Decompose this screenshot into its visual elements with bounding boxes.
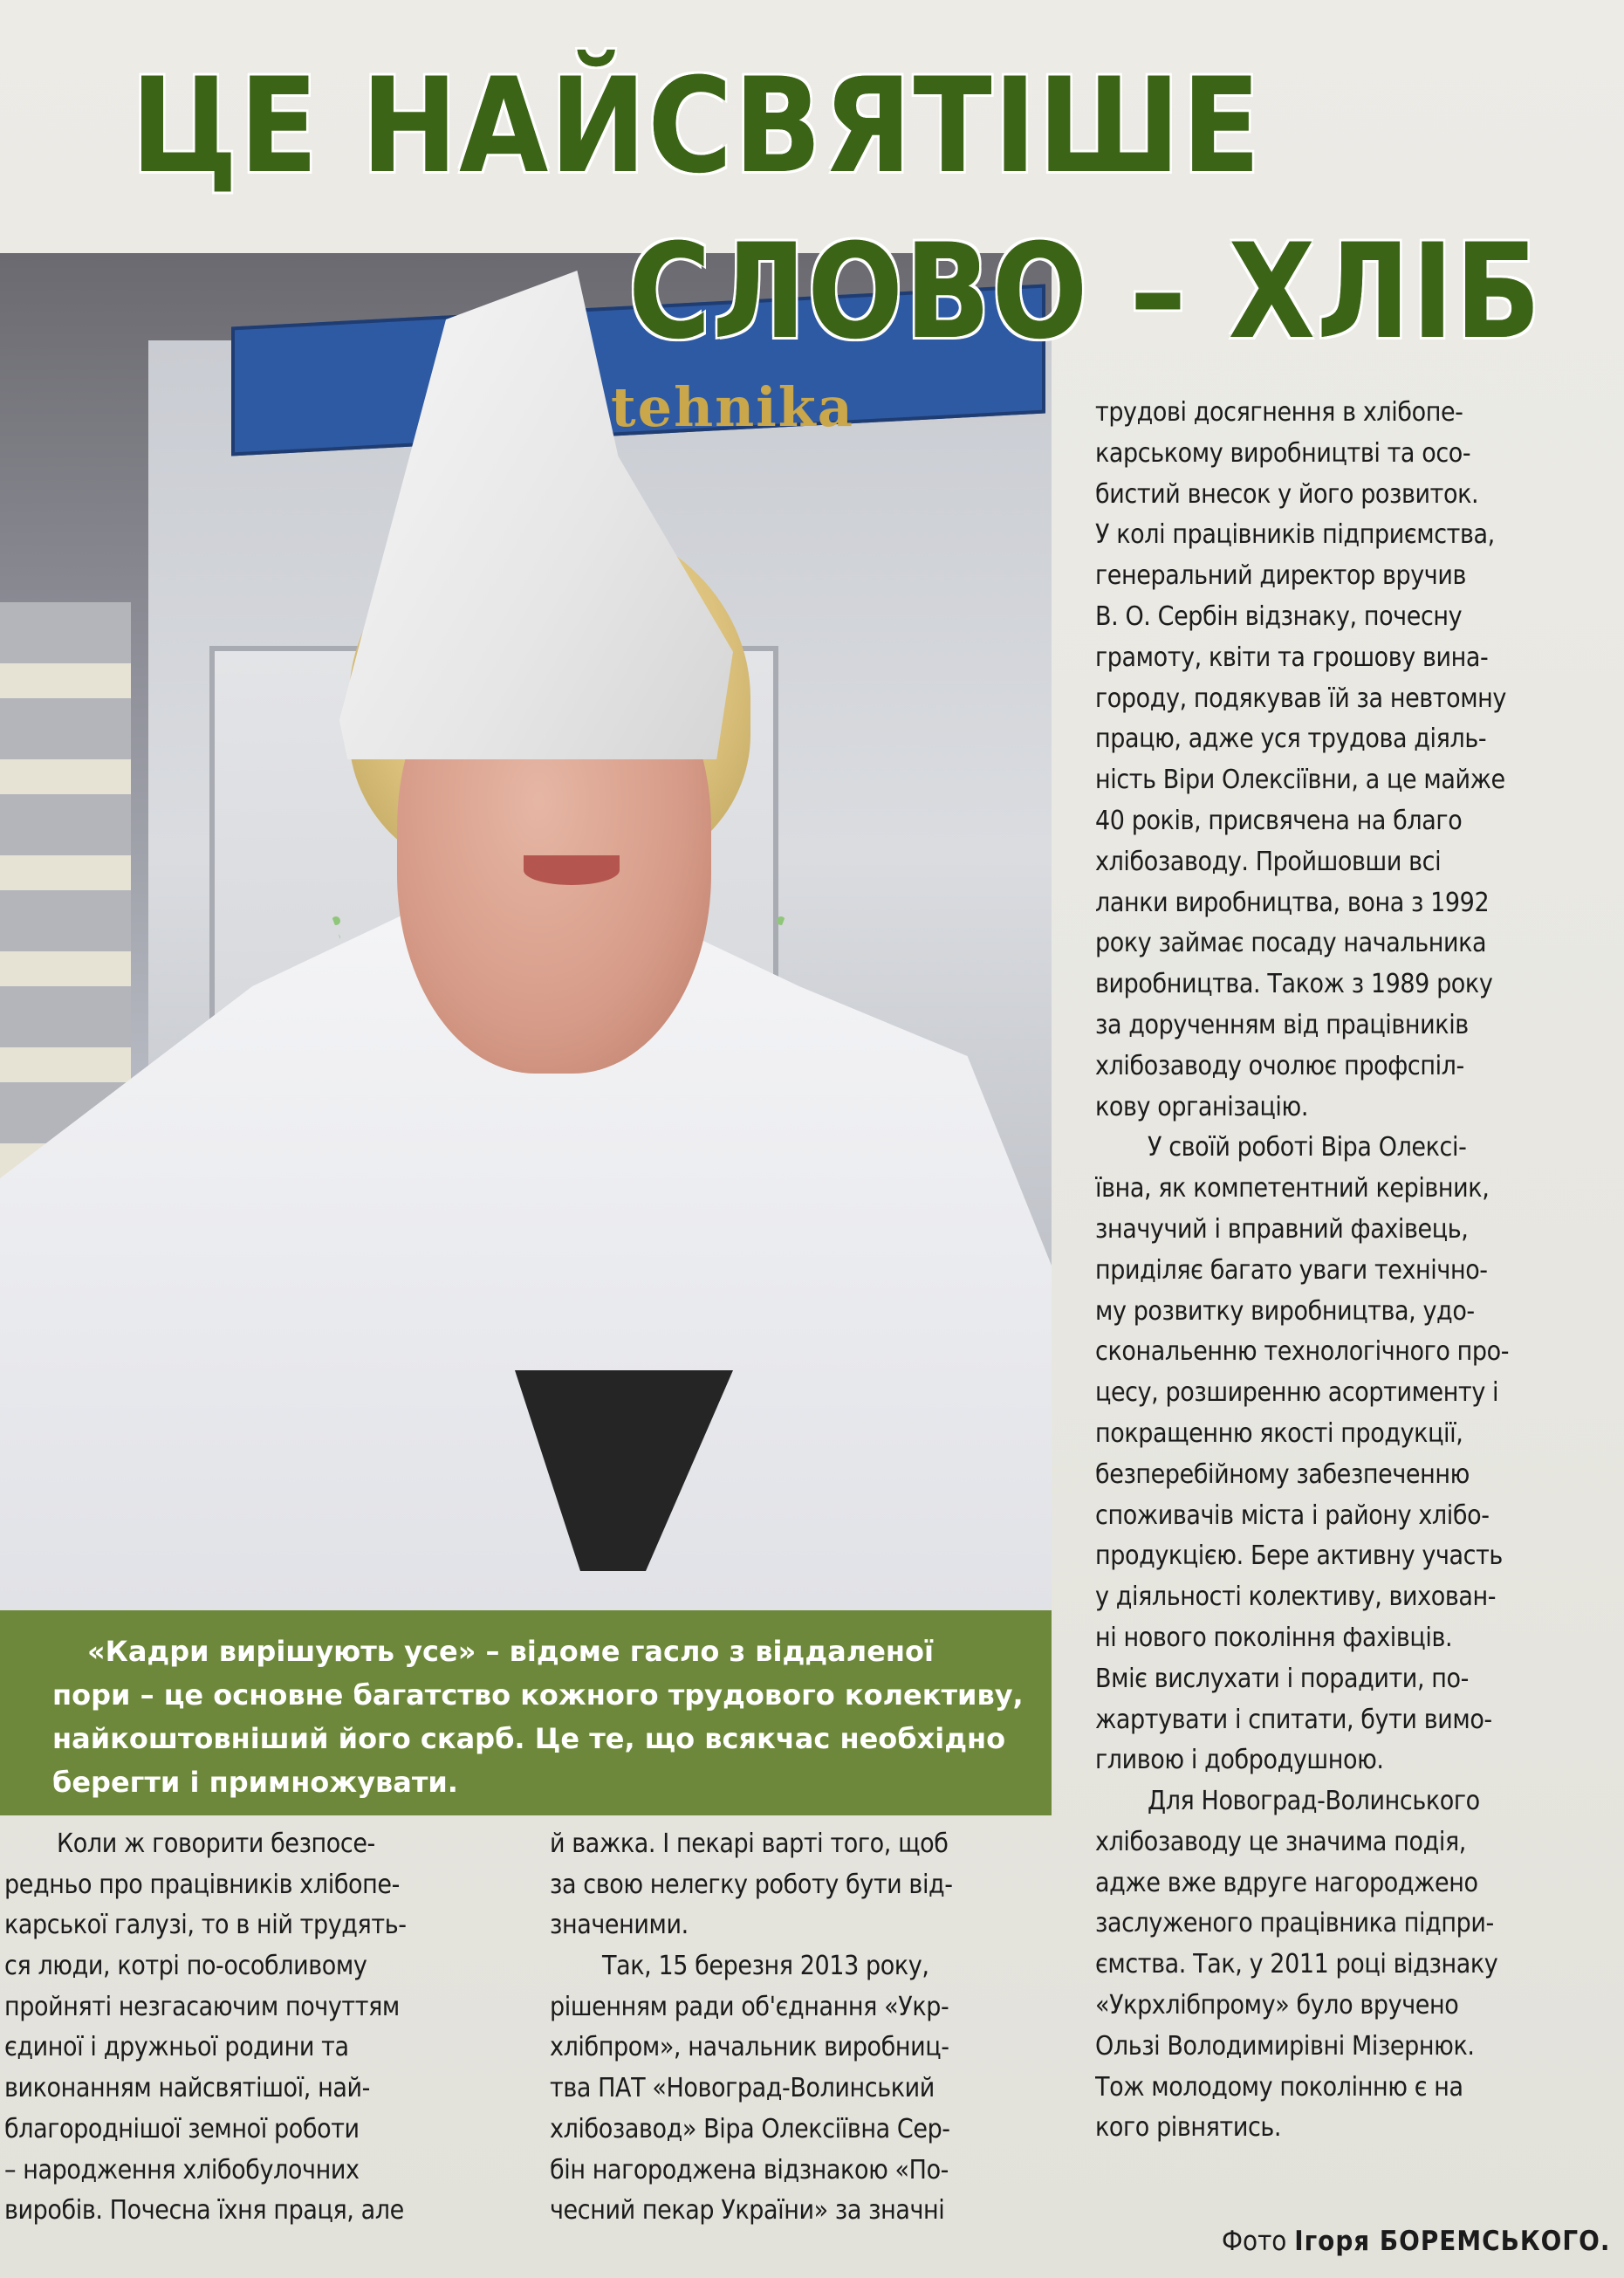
text-line: бін нагороджена відзнакою «По-	[550, 2154, 949, 2185]
text-line: «Укрхлібпрому» було вручено	[1095, 1990, 1459, 2021]
text-line: пройняті незгасаючим почуттям	[4, 1991, 400, 2022]
text-line: значеними.	[550, 1910, 689, 1941]
text-line: приділяє багато уваги технічно-	[1095, 1254, 1488, 1286]
text-line: У своїй роботі Віра Олексі-	[1148, 1132, 1467, 1163]
text-line: хлібозаводу очолює профспіл-	[1095, 1050, 1464, 1081]
text-line: хлібозаводу це значима подія,	[1095, 1826, 1466, 1857]
text-line: У колі працівників підприємства,	[1095, 519, 1495, 551]
article-column-right	[1095, 393, 1619, 2149]
text-line: Вміє вислухати і порадити, по-	[1095, 1663, 1469, 1694]
text-line: редньо про працівників хлібопе-	[4, 1869, 400, 1900]
text-line: В. О. Сербін відзнаку, почесну	[1095, 600, 1463, 632]
text-line: карської галузі, то в ній трудять-	[4, 1910, 407, 1941]
text-line: трудові досягнення в хлібопе-	[1095, 397, 1463, 428]
text-line: кову організацію.	[1095, 1091, 1309, 1122]
text-line: безперебійному забезпеченню	[1095, 1458, 1470, 1490]
text-line: рішенням ради об'єднання «Укр-	[550, 1991, 949, 2022]
photo-credit	[1222, 2226, 1610, 2257]
text-line: хлібозавод» Віра Олексіївна Сер-	[550, 2113, 950, 2144]
text-line: Так, 15 березня 2013 року,	[602, 1951, 929, 1982]
caption-line: пори – це основне багатство кожного трудового колективу,	[52, 1678, 1024, 1712]
text-line: цесу, розширенню асортименту і	[1095, 1377, 1499, 1409]
text-line: благороднішої земної роботи	[4, 2113, 360, 2144]
text-line: ємства. Так, у 2011 році відзнаку	[1095, 1949, 1498, 1980]
text-line: значучий і вправний фахівець,	[1095, 1213, 1469, 1245]
text-line: продукцією. Бере активну участь	[1095, 1540, 1503, 1572]
text-line: скональенню технологічного про-	[1095, 1336, 1510, 1368]
text-line: генеральний директор вручив	[1095, 560, 1466, 592]
text-line: Для Новоград-Волинського	[1148, 1786, 1480, 1817]
text-line: за свою нелегку роботу бути від-	[550, 1869, 953, 1900]
article-column-middle	[550, 1824, 1056, 2232]
text-line: кого рівнятись.	[1095, 2112, 1282, 2144]
text-line: карському виробництві та осо-	[1095, 437, 1471, 469]
caption-line: найкоштовніший його скарб. Це те, що всякчас необхідно	[52, 1722, 1006, 1755]
text-line: хлібозаводу. Пройшовши всі	[1095, 846, 1442, 877]
photo-caption	[0, 1610, 1052, 1815]
text-line: адже вже вдруге нагороджено	[1095, 1867, 1478, 1898]
text-line: виконанням найсвятішої, най-	[4, 2073, 370, 2104]
text-line: Ользі Володимирівні Мізернюк.	[1095, 2030, 1475, 2062]
text-line: ївна, як компетентний керівник,	[1095, 1173, 1490, 1204]
text-line: хлібпром», начальник виробниц-	[550, 2032, 949, 2063]
oven-sign-text: tehnika	[611, 375, 854, 439]
caption-line: берегти і примножувати.	[52, 1766, 458, 1799]
article-column-left	[4, 1824, 510, 2232]
text-line: городу, подякував їй за невтомну	[1095, 683, 1506, 714]
headline-line-2: СЛОВО – ХЛІБ	[628, 216, 1543, 368]
text-line: ланки виробництва, вона з 1992	[1095, 887, 1490, 918]
headline-line-1: ЦЕ НАЙСВЯТІШЕ	[131, 51, 1263, 202]
text-line: року займає посаду начальника	[1095, 928, 1487, 959]
text-line: му розвитку виробництва, удо-	[1095, 1295, 1475, 1327]
text-line: виробництва. Також з 1989 року	[1095, 969, 1493, 1000]
text-line: ся люди, котрі по-особливому	[4, 1951, 367, 1982]
text-line: бистий внесок у його розвиток.	[1095, 478, 1479, 510]
text-line: тва ПАТ «Новоград-Волинський	[550, 2073, 935, 2104]
text-line: ні нового покоління фахівців.	[1095, 1622, 1453, 1653]
photo-credit-name: Ігоря БОРЕМСЬКОГО.	[1294, 2226, 1611, 2257]
text-line: покращенню якості продукції,	[1095, 1417, 1463, 1449]
text-line: за дорученням від працівників	[1095, 1009, 1469, 1040]
text-line: – народження хлібобулочних	[4, 2154, 360, 2185]
text-line: споживачів міста і району хлібо-	[1095, 1499, 1490, 1531]
text-line: й важка. І пекарі варті того, щоб	[550, 1829, 949, 1859]
caption-line: «Кадри вирішують усе» – відоме гасло з віддаленої	[87, 1635, 934, 1668]
text-line: грамоту, квіти та грошову вина-	[1095, 642, 1489, 673]
text-line: виробів. Почесна їхня праця, але	[4, 2195, 404, 2227]
text-line: єдиної і дружньої родини та	[4, 2032, 349, 2063]
photo-credit-prefix: Фото	[1222, 2226, 1295, 2257]
text-line: чесний пекар України» за значні	[550, 2195, 945, 2227]
text-line: у діяльності колективу, вихован-	[1095, 1582, 1497, 1613]
text-line: Коли ж говорити безпосе-	[57, 1829, 375, 1859]
text-line: жартувати і спитати, бути вимо-	[1095, 1704, 1492, 1735]
article-photo	[0, 253, 1052, 1610]
text-line: заслуженого працівника підпри-	[1095, 1908, 1494, 1939]
text-line: працю, адже уся трудова діяль-	[1095, 724, 1487, 755]
mouth	[524, 855, 620, 885]
text-line: Тож молодому поколінню є на	[1095, 2071, 1463, 2103]
text-line: ність Віри Олексіївни, а це майже	[1095, 765, 1505, 796]
text-line: гливою і добродушною.	[1095, 1745, 1384, 1776]
text-line: 40 років, присвячена на благо	[1095, 805, 1463, 836]
